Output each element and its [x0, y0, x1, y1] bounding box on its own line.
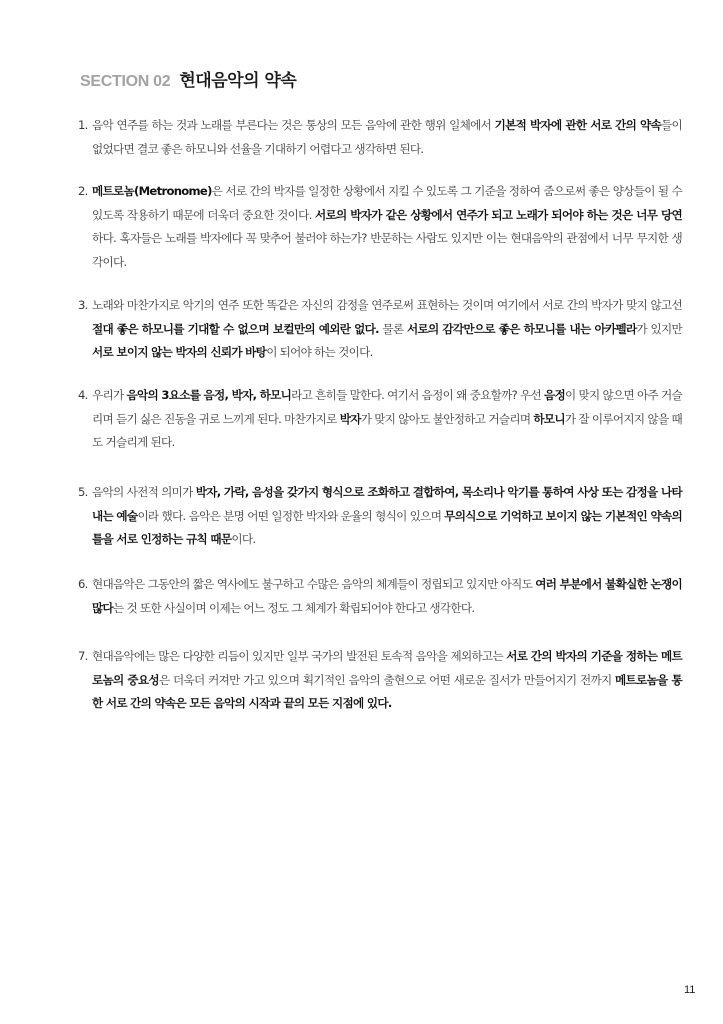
- item-number: 3.: [78, 298, 88, 312]
- item-text: [78, 645, 682, 716]
- list-item: [78, 384, 682, 455]
- emphasis-text: 박자: [339, 411, 361, 426]
- emphasis-text: 기본적 박자에 관한 서로 간의 약속: [494, 118, 661, 132]
- item-number: 4.: [78, 388, 88, 402]
- body-text: 라고 흔히들 말한다. 여기서 음정이 왜 중요할까? 우선: [291, 388, 545, 402]
- list-item: [78, 645, 682, 716]
- body-text: 음악의 사전적 의미가: [92, 485, 196, 499]
- emphasis-text: 메트로놈(Metronome): [92, 184, 212, 198]
- body-text: 우리가: [92, 388, 127, 402]
- item-number: 6.: [78, 577, 88, 591]
- emphasis-text: 음악의 3요소를 음정, 박자, 하모니: [126, 388, 292, 402]
- emphasis-text: 서로의 박자가 같은 상황에서 연주가 되고 노래가 되어야 하는 것은 너무 당연: [315, 207, 682, 222]
- item-text: [78, 481, 682, 552]
- item-number: 1.: [78, 118, 88, 132]
- item-text: [78, 384, 682, 455]
- section-label: SECTION 02: [80, 73, 171, 90]
- body-text: 는 것 또한 사실이며 이제는 어느 정도 그 체계가 확립되어야 한다고 생각한다.: [113, 600, 475, 615]
- list-item: [78, 180, 682, 274]
- body-text: 이라 했다. 음악은 분명 어떤 일정한 박자와 운율의 형식이 있으며: [137, 508, 445, 523]
- body-text: 물론: [378, 321, 407, 336]
- body-text: 노래와 마찬가지로 악기의 연주 또한 똑같은 자신의 감정을 연주로써 표현하는 것이며 여기에서 서로 간의 박자가 맞지 않고선: [92, 298, 682, 312]
- item-number: 7.: [78, 649, 88, 663]
- body-text: 가 맞지 않아도 불안정하고 거슬리며: [360, 411, 534, 426]
- body-text: 하다. 혹자들은 노래를 박자에다 꼭 맞추어 불러야 하는가? 반문하는 사람도 있지만 이는 현대음악의 관점에서 너무 무지한 생각이다.: [92, 231, 682, 269]
- item-text: [78, 180, 682, 274]
- emphasis-text: 무의식으로 기억하고 보이지 않는 기본적인 약속의 틀을 서로 인정하는 규칙 때문: [92, 508, 682, 547]
- body-text: 이 맞지 않으면 아주 거슬리며 듣기 싫은 진동을 귀로 느끼게 된다. 마찬가지로: [92, 388, 682, 426]
- emphasis-text: 서로 보이지 않는 박자의 신뢰가 바탕: [92, 345, 267, 360]
- section-header: [80, 66, 296, 91]
- body-text: 은 더욱더 커져만 가고 있으며 획기적인 음악의 출현으로 어떤 새로운 질서가 만들어지기 전까지: [158, 672, 616, 687]
- item-number: 5.: [78, 485, 88, 499]
- body-text: 현대음악에는 많은 다양한 리듬이 있지만 일부 국가의 발전된 토속적 음악을 제외하고는: [92, 649, 507, 663]
- body-text: 음악 연주를 하는 것과 노래를 부른다는 것은 통상의 모든 음악에 관한 행위 일체에서: [92, 118, 495, 132]
- section-title: 현대음악의 약속: [179, 71, 297, 91]
- item-number: 2.: [78, 184, 88, 198]
- body-text: 현대음악은 그동안의 짧은 역사에도 불구하고 수많은 음악의 체계들이 정립되고 있지만 아직도: [92, 577, 536, 591]
- emphasis-text: 서로의 감각만으로 좋은 하모니를 내는 아카펠라: [406, 321, 637, 336]
- body-text: 이 되어야 하는 것이다.: [266, 345, 373, 360]
- body-text: 들이 없었다면 결코 좋은 하모니와 선율을 기대하기 어렵다고 생각하면 된다.: [92, 118, 682, 156]
- list-item: [78, 481, 682, 552]
- emphasis-text: 음정: [544, 388, 566, 402]
- list-item: [78, 573, 682, 620]
- emphasis-text: 메트로놈을 통한 서로 간의 약속은 모든 음악의 시작과 끝의 모든 지점에 있다.: [92, 672, 682, 711]
- body-text: 이다.: [231, 532, 256, 547]
- emphasis-text: 박자, 가락, 음성을 갖가지 형식으로 조화하고 결합하여, 목소리나 악기를 통하여 사상 또는 감정을 나타내는 예술: [92, 485, 682, 523]
- body-text: 가 잘 이루어지지 않을 때도 거슬리게 된다.: [92, 411, 682, 450]
- emphasis-text: 서로 간의 박자의 기준을 정하는 메트로놈의 중요성: [92, 649, 682, 687]
- emphasis-text: 절대 좋은 하모니를 기대할 수 없으며 보컬만의 예외란 없다.: [92, 321, 379, 336]
- item-text: [78, 573, 682, 620]
- body-text: 가 있지만: [636, 321, 682, 336]
- emphasis-text: 하모니: [533, 411, 565, 426]
- item-text: [78, 114, 682, 161]
- body-text: 은 서로 간의 박자를 일정한 상황에서 지킬 수 있도록 그 기준을 정하여 줌으로써 좋은 양상들이 될 수 있도록 작용하기 때문에 더욱더 중요한 것이다.: [92, 184, 682, 222]
- page-number: 11: [684, 984, 696, 996]
- list-item: [78, 294, 682, 365]
- item-text: [78, 294, 682, 365]
- list-item: [78, 114, 682, 161]
- emphasis-text: 여러 부분에서 불확실한 논쟁이 많다: [92, 577, 682, 615]
